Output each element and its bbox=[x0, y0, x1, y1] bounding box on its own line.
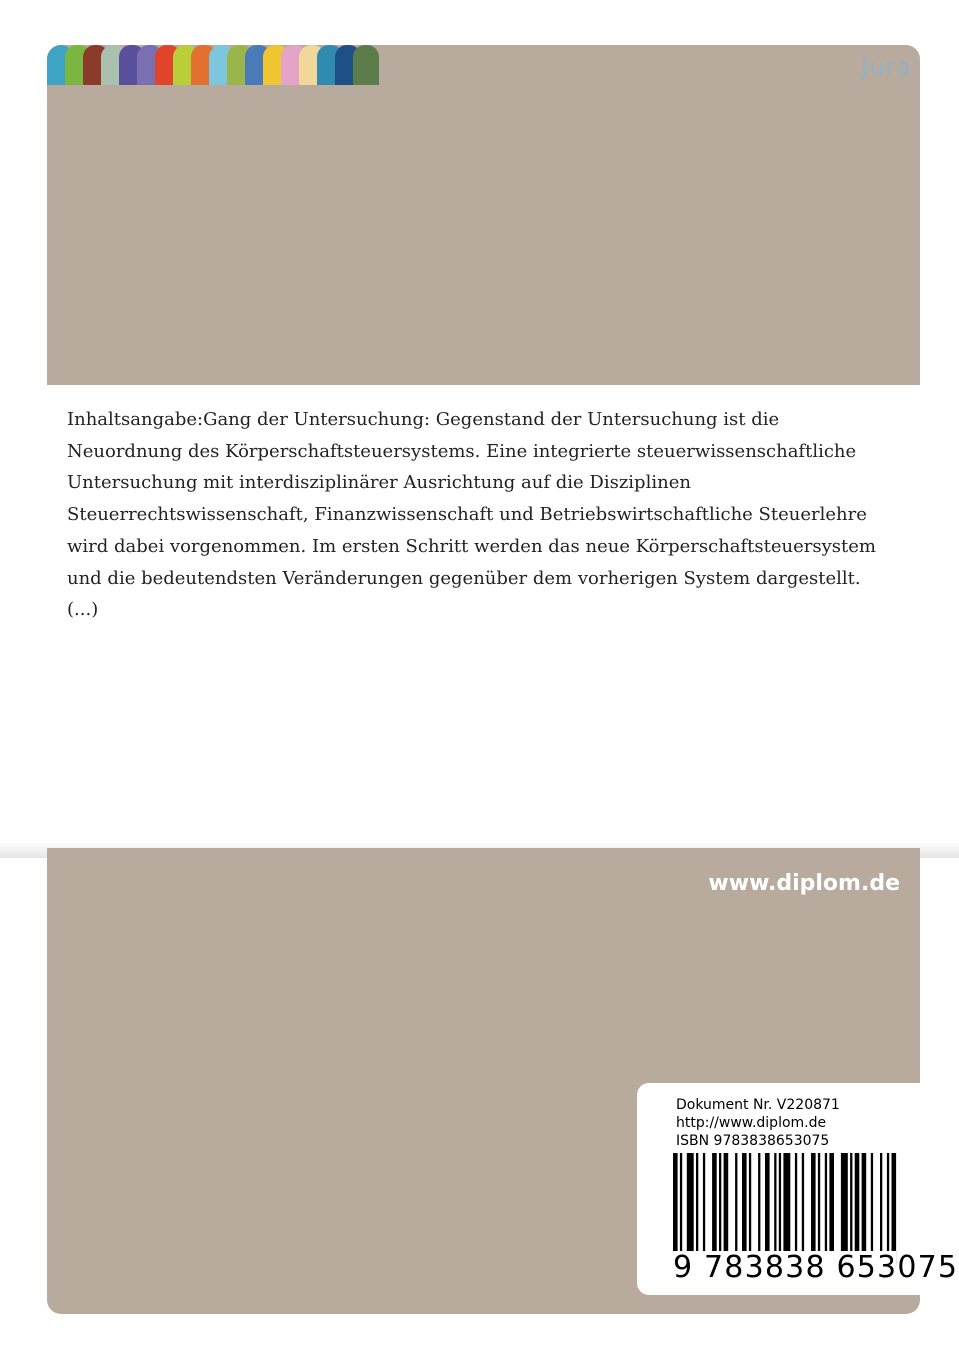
barcode-bar bbox=[719, 1153, 721, 1265]
barcode-bar bbox=[742, 1153, 747, 1265]
barcode-bar bbox=[779, 1153, 781, 1265]
barcode-bar bbox=[696, 1153, 698, 1265]
barcode-bar bbox=[774, 1153, 776, 1265]
barcode-bar bbox=[880, 1153, 882, 1265]
barcode-bar bbox=[687, 1153, 694, 1265]
barcode-bar bbox=[680, 1153, 682, 1265]
barcode-bar bbox=[829, 1153, 834, 1265]
barcode-bar bbox=[887, 1153, 889, 1265]
book-description: Inhaltsangabe:Gang der Untersuchung: Gegenstand der Untersuchung ist die Neuordnung des Körperschaftsteuersystems. Eine integrierte steuerwissenschaftliche Untersuchung mit interdisziplinärer Ausrichtung auf die Disziplinen Steuerrechtswissenschaft, Finanzwissenschaft und Betriebswirtschaftliche Steuerlehre wird dabei vorgenommen. Im ersten Schritt werden das neue Körperschaftsteuersystem und die bedeutendsten Veränderungen gegenüber dem vorherigen System dargestellt. (...) bbox=[67, 409, 876, 621]
color-tab bbox=[353, 45, 379, 85]
isbn-line: ISBN 9783838653075 bbox=[676, 1133, 830, 1149]
publisher-url: http://www.diplom.de bbox=[676, 1115, 827, 1131]
barcode-bar bbox=[841, 1153, 848, 1265]
publisher-website: www.diplom.de bbox=[708, 871, 900, 896]
category-label: Jura bbox=[861, 53, 912, 81]
barcode-bar bbox=[765, 1153, 770, 1265]
barcode-bar bbox=[855, 1153, 860, 1265]
color-tab-strip bbox=[47, 45, 387, 85]
top-cover-panel bbox=[47, 45, 920, 385]
barcode-bar bbox=[724, 1153, 729, 1265]
barcode-bar bbox=[703, 1153, 705, 1265]
barcode-bar bbox=[811, 1153, 816, 1265]
barcode-bar bbox=[892, 1153, 897, 1265]
barcode-bar bbox=[802, 1153, 804, 1265]
barcode-bar bbox=[749, 1153, 751, 1265]
barcode-bar bbox=[825, 1153, 827, 1265]
barcode-bar bbox=[712, 1153, 717, 1265]
barcode-digits: 9 783838 653075 bbox=[673, 1250, 959, 1285]
isbn-barcode bbox=[673, 1153, 901, 1265]
barcode-bar bbox=[673, 1153, 678, 1265]
barcode-bar bbox=[795, 1153, 797, 1265]
barcode-bar bbox=[735, 1153, 737, 1265]
barcode-box bbox=[637, 1083, 959, 1295]
barcode-bar bbox=[862, 1153, 867, 1265]
barcode-bar bbox=[850, 1153, 852, 1265]
barcode-bar bbox=[758, 1153, 760, 1265]
document-number: Dokument Nr. V220871 bbox=[676, 1097, 840, 1113]
barcode-bar bbox=[871, 1153, 873, 1265]
barcode-bar bbox=[818, 1153, 820, 1265]
barcode-bar bbox=[783, 1153, 790, 1265]
